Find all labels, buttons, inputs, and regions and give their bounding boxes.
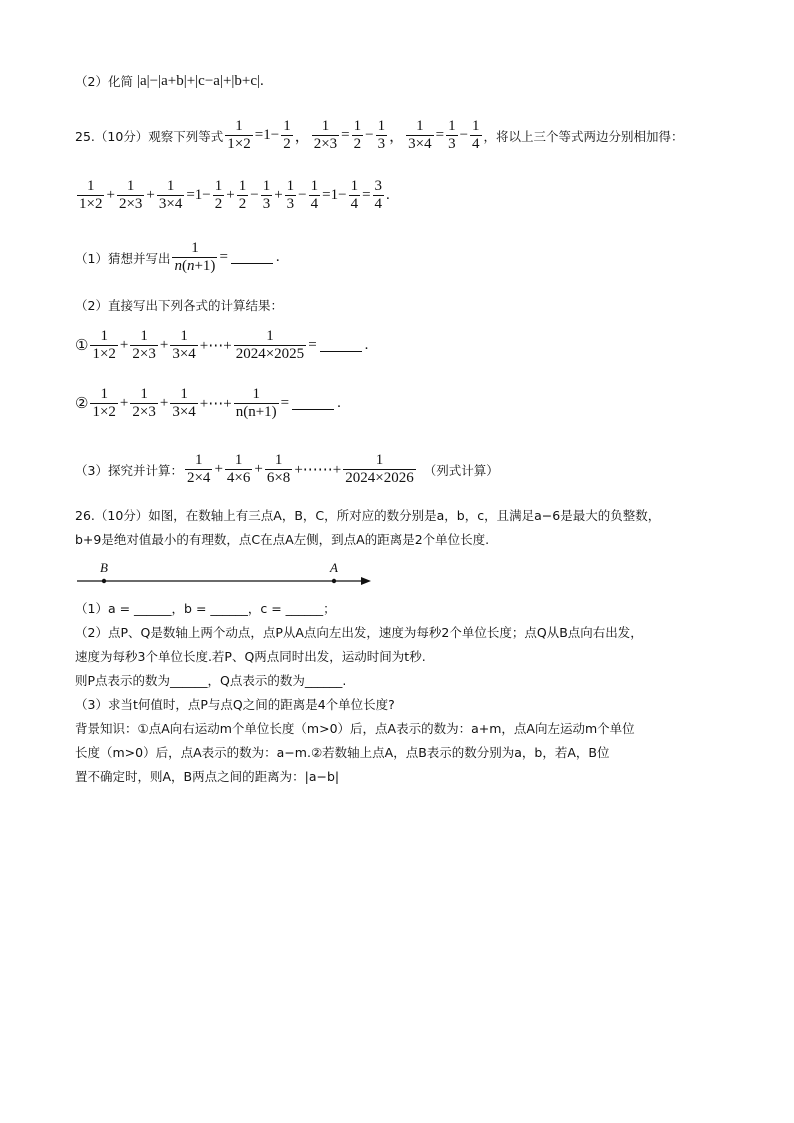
q26-part2-line3: 则P点表示的数为______，Q点表示的数为______. bbox=[75, 673, 347, 688]
number-line bbox=[75, 560, 375, 590]
fraction: $\frac{1}{1\times 2}$ bbox=[227, 118, 251, 153]
q26-heading bbox=[75, 504, 735, 552]
q25-part2-label: （2）直接写出下列各式的计算结果： bbox=[75, 298, 283, 313]
q25-part1-label: （1）猜想并写出 bbox=[75, 250, 171, 266]
fraction: $\frac{1}{3}$ bbox=[377, 118, 386, 153]
q26-part1: （1）a = ______，b = ______，c = ______； bbox=[75, 601, 336, 616]
q26-part2-line1: （2）点P、Q是数轴上两个动点，点P从A点向左出发，速度为每秒2个单位长度；点Q从B点向右出发， bbox=[75, 625, 643, 640]
q26-background-line2: 长度（m>0）后，点A表示的数为：a−m.②若数轴上点A，点B表示的数分别为a，b，若A，B位 bbox=[75, 745, 610, 760]
q25-item1: ① $\frac{1}{1\times 2}$ + $\frac{1}{2\times 3}$ + $\frac{1}{3\times 4}$ +⋯+ $\frac{1}{2024\times 2025}$ = . bbox=[75, 328, 369, 363]
q26-part2-line2: 速度为每秒3个单位长度.若P、Q两点同时出发，运动时间为t秒. bbox=[75, 649, 426, 664]
fraction: $\frac{1}{3\times 4}$ bbox=[408, 118, 432, 153]
q26-heading-line1: 26.（10分）如图，在数轴上有三点A，B，C，所对应的数分别是a，b，c，且满足a−6是最大的负整数， bbox=[75, 508, 661, 523]
q25-part3: （3）探究并计算： $\frac{1}{2\times 4}$ + $\frac{1}{4\times 6}$ + $\frac{1}{6\times 8}$ +⋯⋯+ $\frac{1}{2024\times 2026}$ （列式计算） bbox=[75, 452, 499, 487]
q26-heading-line2: b+9是绝对值最小的有理数，点C在点A左侧，到点A的距离是2个单位长度. bbox=[75, 532, 490, 547]
q25-sum-equation: $\frac{1}{1\times 2}$ + $\frac{1}{2\times 3}$ + $\frac{1}{3\times 4}$ =1− $\frac{1}{2}$ + $\frac{1}{2}$ − $\frac{1}{3}$ + $\frac{1}{3}$ − $\frac{1}{4}$ =1− $\frac{1}{4}$ = $\frac{3}{4}$ . bbox=[79, 178, 390, 213]
q25-part1: （1）猜想并写出 $\frac{1}{n(n+1)}$ = . bbox=[75, 240, 280, 275]
q25-heading-text: 25.（10分）观察下列等式 bbox=[75, 128, 224, 144]
part3-last-den: 2024×2026 bbox=[345, 470, 414, 487]
answer-blank[interactable] bbox=[292, 397, 334, 410]
q24-part2-label: （2）化简 bbox=[75, 74, 133, 89]
fraction: $\frac{1}{3}$ bbox=[448, 118, 456, 153]
q25-part3-label: （3）探究并计算： bbox=[75, 462, 183, 478]
q26-part3: （3）求当t何值时，点P与点Q之间的距离是4个单位长度? bbox=[75, 697, 395, 712]
answer-blank[interactable] bbox=[320, 339, 362, 352]
q26-background-line3: 置不确定时，则A，B两点之间的距离为：|a−b| bbox=[75, 769, 340, 784]
fraction: $\frac{1}{4}$ bbox=[472, 118, 480, 153]
arrow-right-icon bbox=[361, 577, 371, 585]
q25-part2 bbox=[75, 296, 283, 314]
answer-blank[interactable] bbox=[231, 251, 273, 264]
circled-two: ② bbox=[75, 396, 89, 413]
item1-last-den: 2024×2025 bbox=[235, 346, 305, 363]
label-b: B bbox=[100, 560, 108, 575]
point-b bbox=[102, 579, 106, 583]
q25-part3-note: （列式计算） bbox=[423, 462, 499, 478]
fraction: $\frac{1}{n(n+1)}$ bbox=[174, 240, 216, 275]
q26-body bbox=[75, 597, 735, 789]
item2-last-den: n(n+1) bbox=[235, 404, 277, 421]
fraction: $\frac{1}{2}$ bbox=[283, 118, 291, 153]
fraction: $\frac{1}{2\times 3}$ bbox=[313, 118, 338, 153]
q24-part2-expr: |a|−|a+b|+|c−a|+|b+c|. bbox=[136, 72, 264, 89]
q25-heading: 25.（10分）观察下列等式 $\frac{1}{1\times 2}$ =1− $\frac{1}{2}$ ， $\frac{1}{2\times 3}$ = $\frac{1}{2}$ − $\frac{1}{3}$ ， $\frac{1}{3\times 4}$ = $\frac{1}{3}$ − $\frac{1}{4}$ ，将以上三个等式两边分别相加得： bbox=[75, 118, 684, 153]
label-a: A bbox=[330, 560, 338, 575]
q25-item2: ② $\frac{1}{1\times 2}$ + $\frac{1}{2\times 3}$ + $\frac{1}{3\times 4}$ +⋯+ $\frac{1}{n(n+1)}$ = . bbox=[75, 386, 341, 421]
q24-part2 bbox=[75, 72, 264, 90]
q25-heading-tail: ，将以上三个等式两边分别相加得： bbox=[483, 128, 684, 144]
point-a bbox=[332, 579, 336, 583]
q26-background-line1: 背景知识：①点A向右运动m个单位长度（m>0）后，点A表示的数为：a+m，点A向左运动m个单位 bbox=[75, 721, 635, 736]
circled-one: ① bbox=[75, 338, 89, 355]
fraction: $\frac{1}{2}$ bbox=[353, 118, 362, 153]
